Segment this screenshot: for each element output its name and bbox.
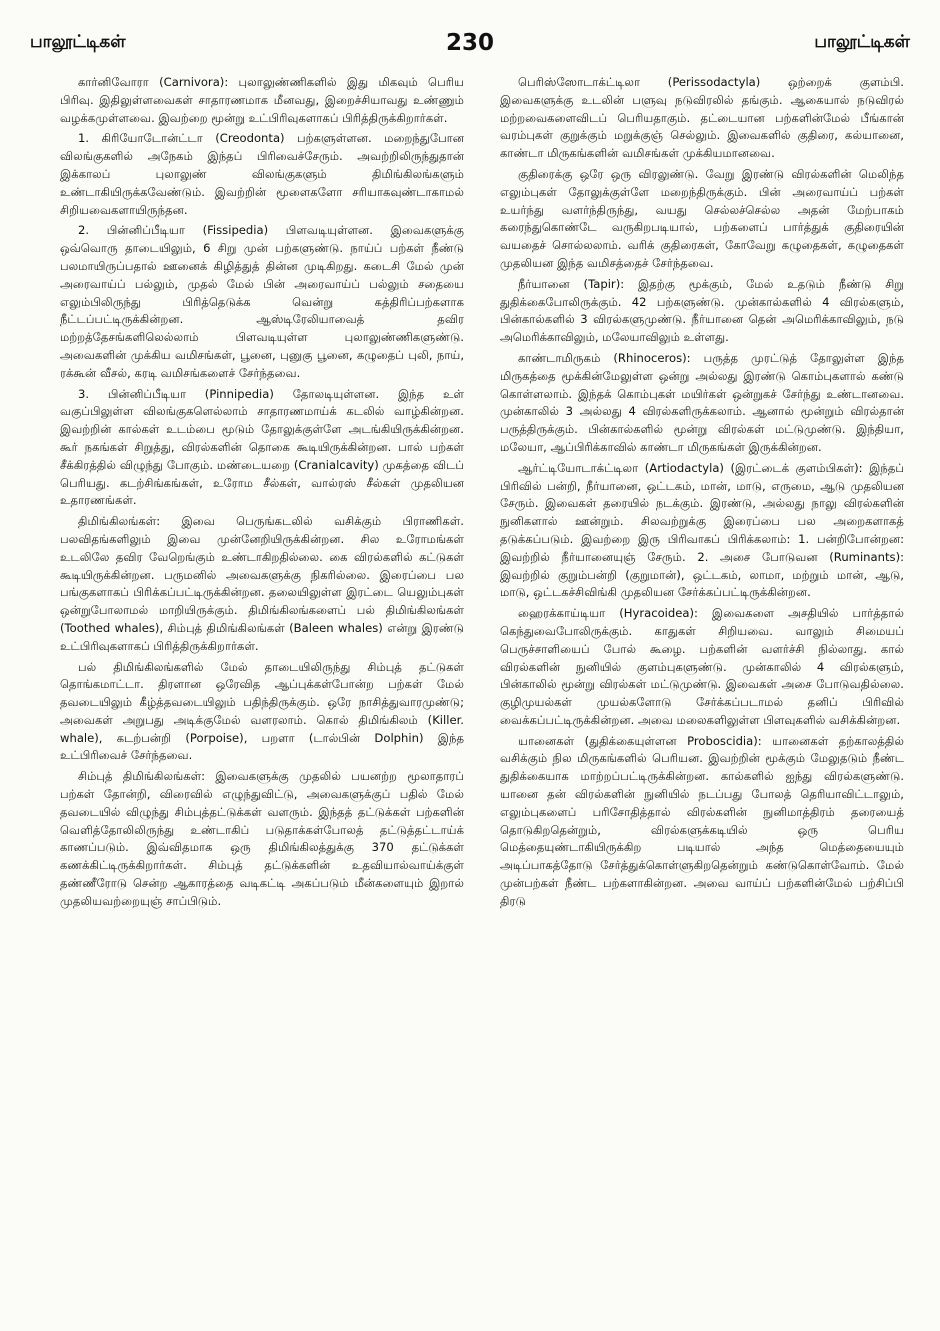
- paragraph-whales: திமிங்கிலங்கள்: இவை பெருங்கடலில் வசிக்கும் பிராணிகள். பலவிதங்களிலும் இவை முன்னேறியிருக்கின்றன. சில உரோமங்கள் உடலிலே தவிர வேறெங்கும் உண்டாகிறதில்லை. கை விரல்களில் கட்டுகள் கூடியிருக்கின்றன. பருமனில் அவைகளுக்கு நிகரில்லை. இரைப்பை பல பங்குகளாகப் பிரிக்கப்பட்டிருக்கின்றன. தலையிலுள்ள இரட்டை யெலும்புகள் ஒன்றுபோலாமல் மாறியிருக்கும். திமிங்கிலங்களைப் பல் திமிங்கிலங்கள் (Toothed whales), சிம்புத் திமிங்கிலங்கள் (Baleen whales) என்று இரண்டு உட்பிரிவுகளாகப் பிரித்திருக்கிறார்கள்.: [60, 514, 464, 653]
- paragraph-horse: குதிரைக்கு ஒரே ஒரு விரலுண்டு. வேறு இரண்டு விரல்களின் மெலிந்த எலும்புகள் தோலுக்குள்ளே மறைந்திருக்கும். பின் அரைவாய்ப் பற்கள் உயர்ந்து வளர்ந்திருந்து, வயது செல்லச்செல்ல அதன் மேற்பாகம் கரைந்துகொண்டே வருகிறபடியால், பற்களைப் பார்த்துக் குதிரையின் வயதைச் சொல்லலாம். வரிக் குதிரைகள், கோவேறு கழுதைகள், கழுதைகள் முதலியன இந்த வமிசத்தைச் சேர்ந்தவை.: [500, 166, 904, 270]
- paragraph-proboscidia: யானைகள் (துதிக்கையுள்ளன Proboscidia): யானைகள் தற்காலத்தில் வசிக்கும் நில மிருகங்களில் பெரியன. இவற்றின் மூக்கும் மேலுதடும் நீண்ட துதிக்கையாக மாற்றப்பட்டிருக்கின்றன. கால்களில் ஐந்து விரல்களுண்டு. யானை தன் விரல்களின் நுனியில் நடப்பது போலத் தெரியாவிட்டாலும், எலும்புகளைப் பரிசோதித்தால் விரல்களின் நுனிமாத்திரம் தரையைத் தொடுகிறதென்றும், விரல்களுக்கடியில் ஒரு பெரிய மெத்தையுண்டாகியிருக்கிற படியால் அந்த மெத்தையையும் அடிப்பாகத்தோடு சேர்த்துக்கொள்ளுகிறதென்றும் கண்டுகொள்வோம். மேல் முன்பற்கள் நீண்ட பற்களாகின்றன. அவை வாய்ப் பற்களின்மேல் பற்சிப்பி திரடு: [500, 733, 904, 908]
- left-column: [60, 74, 464, 1314]
- paragraph-creodonta: 1. கிரியோடோன்ட்டா (Creodonta) பற்களுள்ளன. மறைந்துபோன விலங்குகளில் அநேகம் இந்தப் பிரிவைச்சேரும். அவற்றிலிருந்துதான் இக்காலப் புலாலுண் விலங்குகளும் திமிங்கிலங்களும் உண்டாகியிருக்கவேண்டும். இவற்றின் மூளைகளோ சரியாகவுண்டாகாமல் சிறியவைகளாயிருந்தன.: [60, 131, 464, 217]
- paragraph-tapir: நீர்யானை (Tapir): இதற்கு மூக்கும், மேல் உதடும் நீண்டு சிறு துதிக்கைபோலிருக்கும். 42 பற்களுண்டு. முன்கால்களில் 4 விரல்களும், பின்கால்களில் 3 விரல்களுமுண்டு. நீர்யானை தென் அமெரிக்காவிலும், நடு அமெரிக்காவிலும், மலேயாவிலும் உள்ளது.: [500, 276, 904, 345]
- page-header: [22, 30, 918, 66]
- paragraph-artiodactyla: ஆர்ட்டியோடாக்ட்டிலா (Artiodactyla) (இரட்டைக் குளம்பிகள்): இந்தப் பிரிவில் பன்றி, நீர்யானை, ஒட்டகம், மான், மாடு, எருமை, ஆடு முதலியன சேரும். இவைகள் தரையில் நடக்கும். இரண்டு, அல்லது நாலு விரல்களின் நுனிகளால் ஊன்றும். சிலவற்றுக்கு இரைப்பை பல அறைகளாகத் தடுக்கப்படும். இவற்றை இரு பிரிவாகப் பிரிக்கலாம்: 1. பன்றிபோன்றன: இவற்றில் நீர்யானையுஞ் சேரும். 2. அசை போடுவன (Ruminants): இவற்றில் குறும்பன்றி (குறுமான்), ஒட்டகம், லாமா, மற்றும் மான், ஆடு, மாடு, ஒட்டகச்சிவிங்கி முதலியன சேர்க்கப்பட்டிருக்கின்றன.: [500, 460, 904, 600]
- paragraph-pinnipedia: 3. பின்னிப்பீடியா (Pinnipedia) தோலடியுள்ளன. இந்த உள் வகுப்பிலுள்ள விலங்குகளெல்லாம் சாதாரணமாய்க் கடலில் வாழ்கின்றன. இவற்றின் கால்கள் உடம்பை மூடும் தோலுக்குள்ளே அடங்கியிருக்கின்றன. கூர் நகங்கள் சிறுத்து, விரல்களின் தொகை கூடியிருக்கின்றன. பால் பற்கள் சீக்கிரத்தில் விழுந்து போகும். மண்டையறை (Cranialcavity) முகத்தை விடப் பெரியது. கடற்சிங்கங்கள், உரோம சீல்கள், வால்ரஸ் சீல்கள் முதலியன உதாரணங்கள்.: [60, 386, 464, 508]
- page-number: 230: [445, 30, 494, 56]
- paragraph-toothed-whales: பல் திமிங்கிலங்களில் மேல் தாடையிலிருந்து சிம்புத் தட்டுகள் தொங்கமாட்டா. திரளான ஒரேவித ஆப்புக்கள்போன்ற பற்கள் மேல் தவடையிலும் கீழ்த்தவடையிலும் பதிந்திருக்கும். ஒரே நாசித்துவாரமுண்டு; அவைகள் அறுபது அடிக்குமேல் வளரலாம். கொல் திமிங்கிலம் (Killer. whale), கடற்பன்றி (Porpoise), பறளா (டால்பின் Dolphin) இந்த உட்பிரிவைச் சேர்ந்தவை.: [60, 659, 464, 763]
- paragraph-fissipedia: 2. பின்னிப்பீடியா (Fissipedia) பிளவடியுள்ளன. இவைகளுக்கு ஒவ்வொரு தாடையிலும், 6 சிறு முன் பற்களுண்டு. நாய்ப் பற்கள் நீண்டு பலமாயிருப்பதால் ஊனைக் கிழித்துத் தின்ன முடிகிறது. கடைசி மேல் முன் அரைவாய்ப் பல்லும், முதல் மேல் பின் அரைவாய்ப் பல்லும் சதையை எலும்பிலிருந்து பிரித்தெடுக்க வென்று கத்திரிப்பற்களாக நீட்டப்பட்டிருக்கின்றன. ஆஸ்டிரேலியாவைத் தவிர மற்றத்தேசங்களிலெல்லாம் பிளவடியுள்ள புலாலுண்ணிகளுண்டு. அவைகளின் முக்கிய வமிசங்கள், பூனை, புனுகு பூனை, கழுதைப் புலி, நாய், ரக்கூன் வீசல், கரடி வமிசங்களைச் சேர்ந்தவை.: [60, 223, 464, 380]
- paragraph-carnivora: கார்னிவோரா (Carnivora): புலாலுண்ணிகளில் இது மிகவும் பெரிய பிரிவு. இதிலுள்ளவைகள் சாதாரணமாக மீனவது, இறைச்சியாவது உண்ணும் வழக்கமுள்ளவை. இவற்றை மூன்று உட்பிரிவுகளாகப் பிரித்திருக்கிறார்கள்.: [60, 75, 464, 125]
- running-title-right: பாலூட்டிகள்: [814, 32, 910, 52]
- paragraph-baleen-whales: சிம்புத் திமிங்கிலங்கள்: இவைகளுக்கு முதலில் பயனற்ற மூலாதாரப் பற்கள் தோன்றி, விரைவில் எழுந்துவிட்டு, அவைகளுக்குப் பதில் மேல் தவடையில் விழுந்து சிம்புத்தட்டுக்கள் வளரும். இந்தத் தட்டுக்கள் பற்களின் வெளித்தோலிலிருந்து உண்டாகிப் படுதாக்கள்போலத் தட்டுத்தட்டாய்க் காணப்படும். இவ்விதமாக ஒரு திமிங்கிலத்துக்கு 370 தட்டுக்கள் கணக்கிட்டிருக்கிறார்கள். சிம்புத் தட்டுக்களின் உதவியால்வாய்க்குள் தண்ணீரோடு சென்ற ஆகாரத்தை வடிகட்டி அகப்படும் மீன்களையும் இறால் முதலியவற்றையுஞ் சாப்பிடும்.: [60, 769, 464, 908]
- paragraph-rhinoceros: காண்டாமிருகம் (Rhinoceros): பருத்த முரட்டுத் தோலுள்ள இந்த மிருகத்தை மூக்கின்மேலுள்ள ஒன்று அல்லது இரண்டு கொம்புகளால் கண்டு கொள்ளலாம். இந்தக் கொம்புகள் மயிர்கள் ஒன்றுகச் சேர்ந்து உண்டானவை. முன்காலில் 3 அல்லது 4 விரல்களிருக்கலாம். ஆனால் மூன்றும் விரல்தான் பருத்திருக்கும். பின்கால்களில் மூன்று விரல்கள் மட்டுமுண்டு. இந்தியா, மலேயா, ஆப்பிரிக்காவில் காண்டா மிருகங்கள் இருக்கின்றன.: [500, 350, 904, 454]
- running-title-left: பாலூட்டிகள்: [30, 32, 126, 52]
- paragraph-hyracoidea: ஹைரக்காய்டியா (Hyracoidea): இவைகளை அசதியில் பார்த்தால் கெந்துவைபோலிருக்கும். காதுகள் சிறியவை. வாலும் சிமையப் பெருச்சாளியைப் போல் கூழை. பற்களின் வளர்ச்சி நில்லாது. கால் விரல்களின் நுனியில் குளம்புகளுண்டு. முன்காலில் 4 விரல்களும், பின்காலில் மூன்று விரல்கள் மட்டுமுண்டு. இவைகள் அசை போடுவதில்லை. குழிமுயல்கள் முயல்களோடு சேர்க்கப்படாமல் தனிப் பிரிவில் வைக்கப்பட்டிருக்கின்றன. அவை மலைகளிலுள்ள பிளவுகளில் வசிக்கின்றன.: [500, 606, 904, 727]
- paragraph-perissodactyla: பெரிஸ்ஸோடாக்ட்டிலா (Perissodactyla) ஒற்றைக் குளம்பி. இவைகளுக்கு உடலின் பளுவு நடுவிரலில் தங்கும். ஆகையால் நடுவிரல் மற்றவைகளைவிடப் பெரியதாகும். தட்டையான பற்களின்மேல் பீங்கான் வரம்புகள் குறுக்கும் மறுக்குஞ் செல்லும். இவைகளில் குதிரை, கல்யானை, காண்டா மிருகங்களின் வமிசங்கள் முக்கியமானவை.: [500, 75, 904, 161]
- right-column: [500, 74, 904, 1314]
